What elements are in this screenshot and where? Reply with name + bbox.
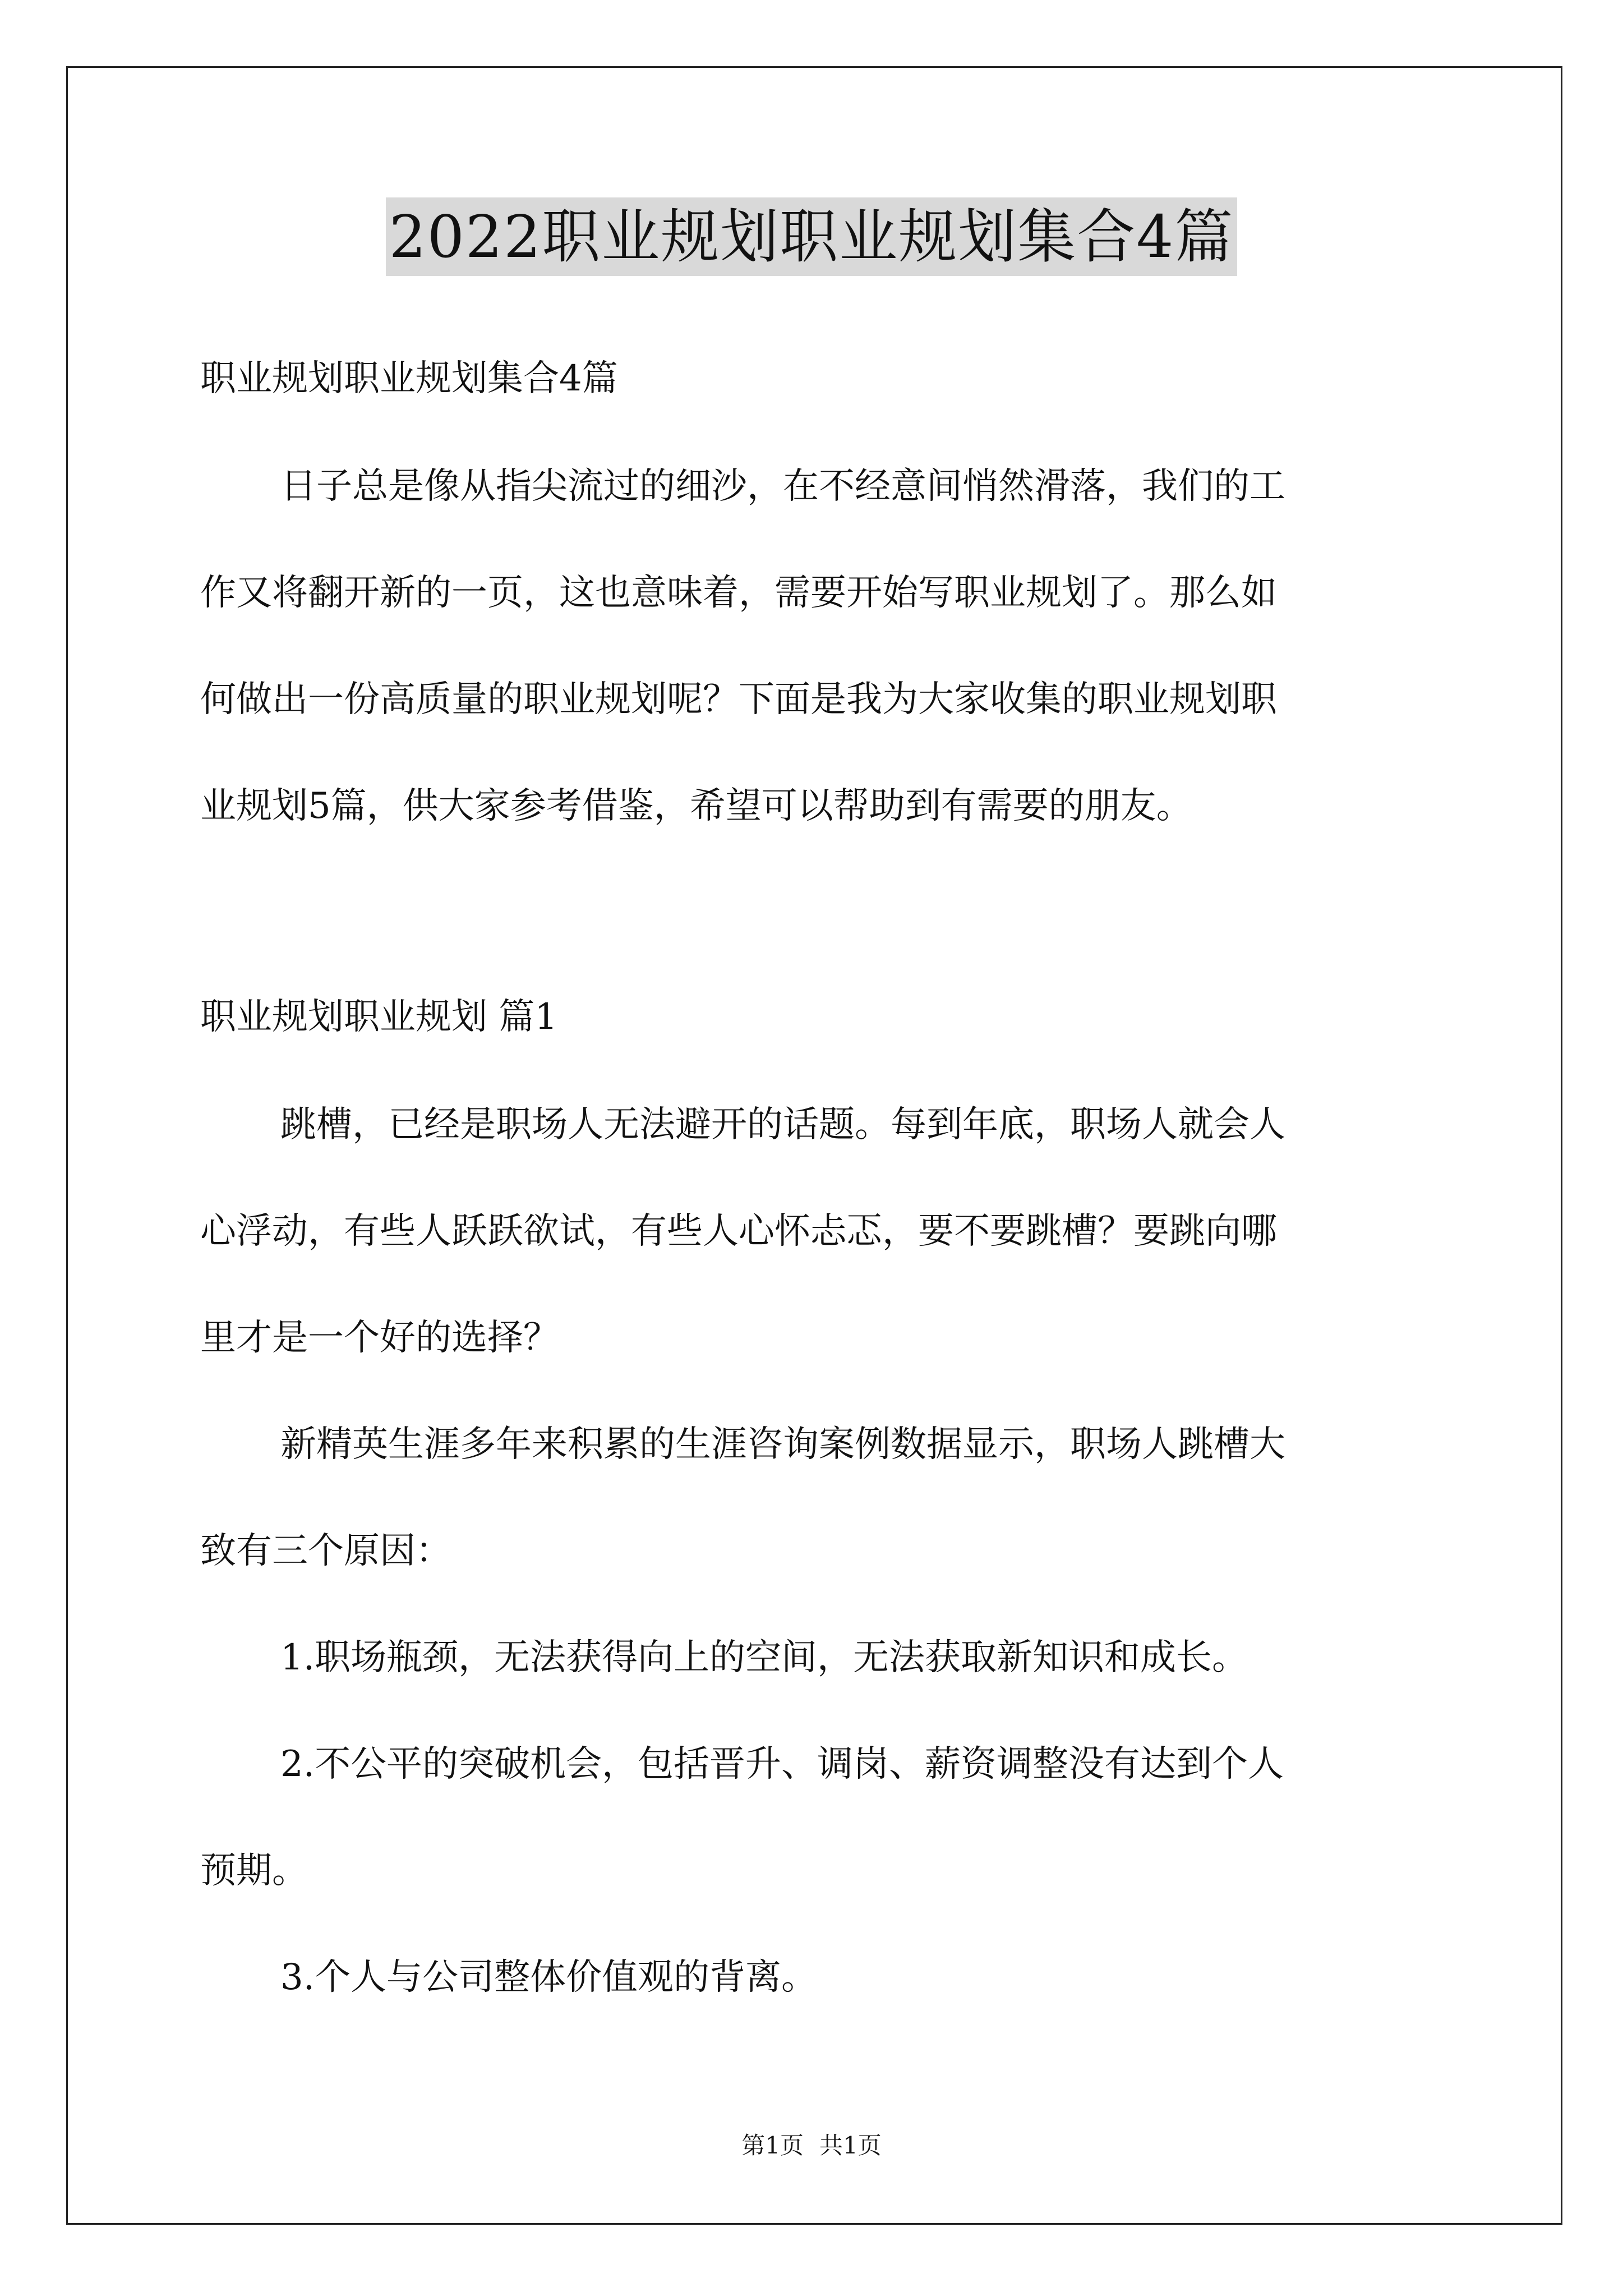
page-number: 第1页	[741, 2132, 804, 2159]
intro-line-4: 业规划5篇，供大家参考借鉴，希望可以帮助到有需要的朋友。	[200, 785, 1192, 827]
intro-line-1: 日子总是像从指尖流过的细沙，在不经意间悄然滑落，我们的工	[280, 466, 1285, 507]
page-footer	[0, 2129, 1623, 2162]
para2-line-2: 致有三个原因：	[200, 1530, 451, 1572]
section-heading: 职业规划职业规划 篇1	[200, 996, 558, 1038]
para1-line-2: 心浮动，有些人跃跃欲试，有些人心怀忐忑，要不要跳槽？要跳向哪	[200, 1211, 1277, 1252]
list-item-3: 3.个人与公司整体价值观的背离。	[280, 1957, 818, 1998]
page-total: 共1页	[819, 2132, 882, 2159]
document-title: 2022职业规划职业规划集合4篇	[386, 197, 1238, 276]
para2-line-1: 新精英生涯多年来积累的生涯咨询案例数据显示，职场人跳槽大	[280, 1424, 1285, 1465]
list-item-2-line-2: 预期。	[200, 1850, 308, 1892]
para1-line-1: 跳槽，已经是职场人无法避开的话题。每到年底，职场人就会人	[280, 1104, 1285, 1145]
document-subtitle: 职业规划职业规划集合4篇	[200, 358, 618, 399]
list-item-1: 1.职场瓶颈，无法获得向上的空间，无法获取新知识和成长。	[280, 1637, 1248, 1678]
list-item-2-line-1: 2.不公平的突破机会，包括晋升、调岗、薪资调整没有达到个人	[280, 1743, 1284, 1785]
para1-line-3: 里才是一个好的选择？	[200, 1317, 559, 1359]
intro-line-3: 何做出一份高质量的职业规划呢？下面是我为大家收集的职业规划职	[200, 679, 1277, 720]
title-container	[0, 197, 1623, 276]
intro-line-2: 作又将翻开新的一页，这也意味着，需要开始写职业规划了。那么如	[200, 572, 1277, 614]
